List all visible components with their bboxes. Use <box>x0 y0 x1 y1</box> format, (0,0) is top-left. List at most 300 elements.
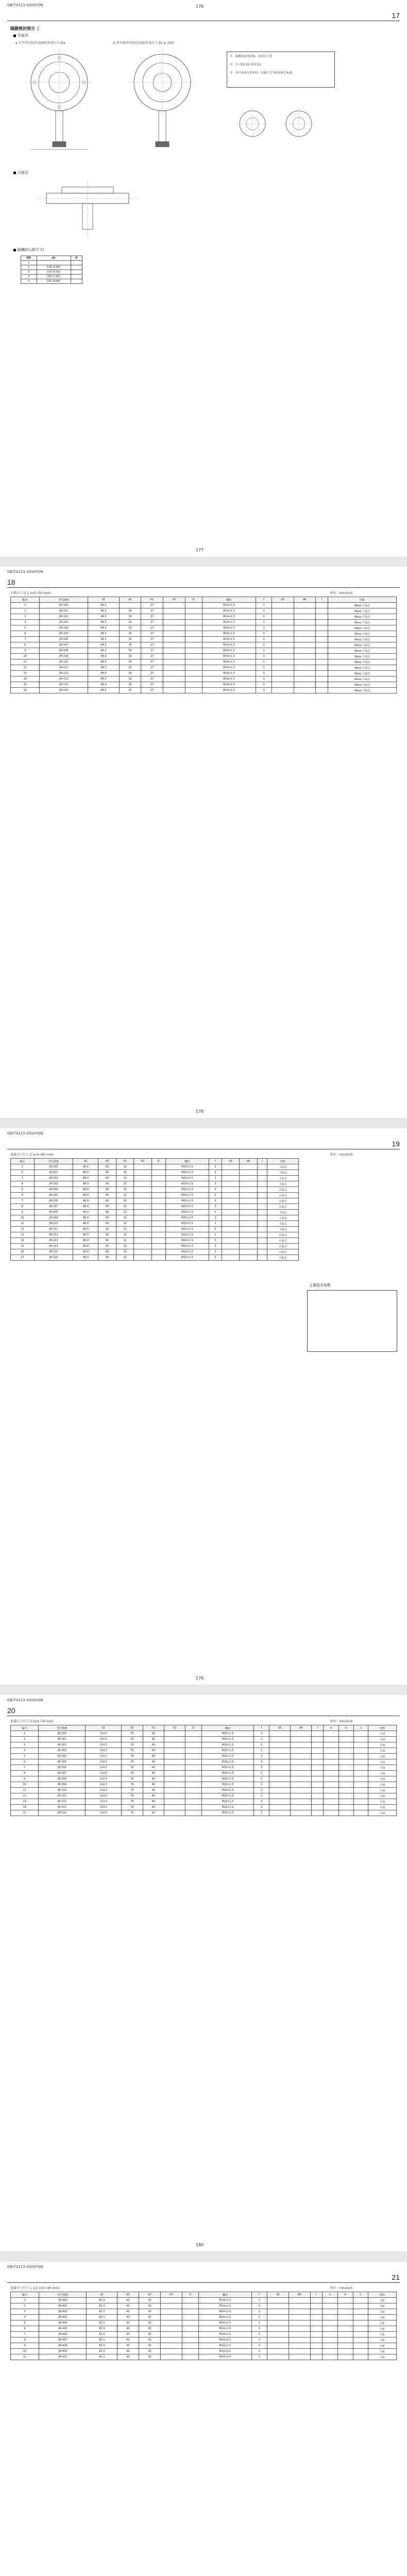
table-cell <box>324 1782 338 1788</box>
table-cell <box>267 2326 289 2332</box>
table-cell: 40 <box>117 2320 139 2326</box>
table-row <box>11 1782 397 1788</box>
table-cell: 8 <box>11 1204 35 1210</box>
table-cell <box>323 2343 338 2349</box>
table-cell: Metal 平面式 <box>328 614 397 620</box>
table-cell: 3 <box>209 1198 222 1204</box>
table-cell: 32 <box>116 1221 134 1227</box>
table-cell: 30 <box>119 642 141 648</box>
table-cell: 48.3 <box>88 614 120 620</box>
table-cell: 13 <box>11 1799 39 1805</box>
table-cell <box>289 2315 310 2320</box>
table-cell <box>316 665 328 671</box>
table-cell <box>240 1227 257 1232</box>
flat-diaphragm-drawing-right <box>118 46 206 160</box>
table-cell: 76 <box>122 1805 143 1810</box>
table-cell: 3 <box>11 1742 39 1748</box>
table-cell <box>289 2320 310 2326</box>
table-cell: 3 <box>256 676 272 682</box>
table-cell: M14×1.5 <box>202 688 256 693</box>
table-cell <box>290 1788 311 1793</box>
page-separator <box>0 1118 407 1128</box>
table-cell: 114.3 <box>86 1742 122 1748</box>
table-cell <box>312 1788 324 1793</box>
table-cell: 40 <box>117 2326 139 2332</box>
table-cell: 27 <box>141 659 163 665</box>
table-cell: 88.9 <box>73 1215 98 1221</box>
table-cell <box>272 642 294 648</box>
table-row <box>11 2303 397 2309</box>
table-cell: 平面式 <box>267 1176 299 1181</box>
table-cell: 3 <box>251 2309 267 2315</box>
table-cell <box>353 2315 368 2320</box>
col-header: l <box>316 597 328 603</box>
table-cell <box>294 665 316 671</box>
col-header: h1 <box>143 1725 164 1731</box>
table-cell: JM-108 <box>40 648 88 654</box>
table-cell: 16 <box>11 688 40 693</box>
table-row <box>11 1204 299 1210</box>
table-cell <box>310 2343 323 2349</box>
table-cell <box>312 1805 324 1810</box>
table-cell: 3 <box>256 631 272 637</box>
table-cell: 12 <box>11 665 40 671</box>
col-header: d1 <box>87 2292 117 2298</box>
table-cell <box>310 2309 323 2315</box>
table-cell: M20×1.5 <box>165 1210 209 1215</box>
table-cell <box>257 1227 267 1232</box>
table-cell: M20×1.5 <box>165 1193 209 1198</box>
table-cell <box>310 2349 323 2354</box>
table-cell <box>294 620 316 625</box>
table-cell <box>338 1805 354 1810</box>
table-header-row <box>11 1725 397 1731</box>
table-cell: 3 <box>209 1238 222 1244</box>
table-cell: 88.9 <box>73 1244 98 1249</box>
table-row <box>11 688 397 693</box>
table-cell <box>338 1799 354 1805</box>
table-cell <box>294 688 316 693</box>
table-cell <box>164 1759 185 1765</box>
table-cell <box>337 2303 353 2309</box>
table-row <box>11 620 397 625</box>
table-cell: Metal 凸面式 <box>328 631 397 637</box>
table-cell <box>290 1810 311 1816</box>
table-row <box>11 1210 299 1215</box>
table-cell <box>185 1782 202 1788</box>
table-cell: 凸面 <box>368 1782 397 1788</box>
table-cell: JM-314 <box>39 1810 86 1816</box>
table-cell: JM-213 <box>34 1238 73 1244</box>
table-cell <box>182 2354 199 2360</box>
table-cell <box>182 2326 199 2332</box>
table-row <box>11 659 397 665</box>
table-cell: M20×1.5 <box>165 1170 209 1176</box>
table-cell: 凸面式 <box>267 1193 299 1198</box>
table-row <box>11 608 397 614</box>
table-cell: 48.3 <box>88 665 120 671</box>
table-cell: JM-405 <box>39 2326 87 2332</box>
table-cell <box>134 1221 151 1227</box>
table-cell: 10 <box>11 2349 39 2354</box>
col-header: 编号 <box>11 2292 39 2298</box>
table-cell: 88.9 <box>73 1170 98 1176</box>
table-cell <box>222 1176 239 1181</box>
table-row <box>11 1244 299 1249</box>
table-row <box>11 625 397 631</box>
table-cell <box>151 1255 165 1261</box>
table-cell: 114.3 <box>86 1754 122 1759</box>
table-cell: 76 <box>122 1788 143 1793</box>
table-cell: M14×1.5 <box>202 603 256 608</box>
table-cell: 7 <box>11 637 40 642</box>
table-row: 2 100 (4.00) <box>21 265 82 270</box>
table-cell: 60 <box>98 1198 116 1204</box>
table-cell: M20×1.5 <box>165 1198 209 1204</box>
table-cell: JM-310 <box>39 1788 86 1793</box>
table-cell <box>290 1731 311 1737</box>
table-cell <box>290 1748 311 1754</box>
table-cell <box>267 2332 289 2337</box>
table-cell <box>182 2332 199 2337</box>
table-cell <box>222 1181 239 1187</box>
table-cell <box>290 1754 311 1759</box>
table-cell: JM-308 <box>39 1776 86 1782</box>
col-header: d4 <box>289 2292 310 2298</box>
table-cell <box>164 1765 185 1771</box>
table-cell: JM-402 <box>39 2309 87 2315</box>
table-cell: 凸面 <box>368 1759 397 1765</box>
table-cell: 3 <box>209 1244 222 1249</box>
table-cell: M20×1.5 <box>165 1181 209 1187</box>
table-cell: M20×1.5 <box>165 1238 209 1244</box>
table-cell: 3 <box>254 1765 269 1771</box>
table-cell: JM-300 <box>39 1731 86 1737</box>
table-cell: M14×1.5 <box>202 671 256 676</box>
table-cell: 48.3 <box>88 659 120 665</box>
table-row <box>11 2298 397 2303</box>
bullet-icon <box>13 35 16 37</box>
table-cell <box>312 1748 324 1754</box>
table-cell: 平面 <box>368 1799 397 1805</box>
table-cell: 5 <box>11 1187 35 1193</box>
table-cell <box>316 603 328 608</box>
table-cell <box>316 682 328 688</box>
page-separator <box>0 556 407 567</box>
table-cell <box>323 2315 338 2320</box>
table-cell <box>323 2303 338 2309</box>
table-cell <box>267 2320 289 2326</box>
table-cell <box>337 2320 353 2326</box>
table-cell: 32 <box>116 1181 134 1187</box>
side-title: 主要技术参数 <box>309 1283 331 1287</box>
table-cell <box>163 631 185 637</box>
col-header: d2 <box>117 2292 139 2298</box>
table-row <box>11 1170 299 1176</box>
table-cell: 30 <box>119 614 141 620</box>
table-cell <box>222 1238 239 1244</box>
spec-table-2inch <box>10 1158 299 1261</box>
col-header: l <box>310 2292 323 2298</box>
table-cell: 40 <box>143 1782 164 1788</box>
table-cell: 9 <box>11 2343 39 2349</box>
table-cell: 3 <box>256 603 272 608</box>
table-row <box>11 1238 299 1244</box>
table-cell <box>310 2332 323 2337</box>
table-cell: 3 <box>209 1255 222 1261</box>
table-cell <box>353 2320 368 2326</box>
table-cell <box>290 1776 311 1782</box>
table-cell: JM-212 <box>34 1232 73 1238</box>
col-header: d1 <box>37 256 71 261</box>
subsection-flat: 平面式 <box>13 33 28 38</box>
table-cell <box>269 1799 290 1805</box>
table-cell: 3 <box>254 1793 269 1799</box>
table-cell: 3 <box>209 1249 222 1255</box>
table-cell: 32 <box>116 1210 134 1215</box>
table-cell <box>337 2326 353 2332</box>
table-cell <box>240 1181 257 1187</box>
table-cell <box>151 1164 165 1170</box>
table-cell <box>316 659 328 665</box>
table-cell: 114.3 <box>86 1737 122 1742</box>
table-cell <box>310 2303 323 2309</box>
table-cell: Metal 平面式 <box>328 620 397 625</box>
caption-a1: a 主平冲压的/内表面的外径尺寸 D≥ <box>15 41 66 45</box>
table-cell: 2 <box>11 1170 35 1176</box>
table-cell: 32 <box>116 1215 134 1221</box>
table-cell: 7 <box>11 1198 35 1204</box>
table-cell: M20×1.5 <box>202 1748 254 1754</box>
table-cell: 60 <box>98 1244 116 1249</box>
table-row <box>11 2349 397 2354</box>
table-cell <box>272 671 294 676</box>
table-cell: 9 <box>11 648 40 654</box>
table-cell: M20×1.5 <box>202 1737 254 1742</box>
table-cell: 32 <box>116 1244 134 1249</box>
table-cell <box>289 2326 310 2332</box>
table-cell: M14×1.5 <box>199 2309 252 2315</box>
table-cell <box>354 1782 368 1788</box>
table-cell: 48.3 <box>88 676 120 682</box>
table-cell: 114.3 <box>86 1759 122 1765</box>
table-cell <box>222 1255 239 1261</box>
chapter-number: 19 <box>392 1140 400 1148</box>
table-cell: 88.9 <box>73 1238 98 1244</box>
table-cell: 27 <box>141 614 163 620</box>
col-header: D <box>71 256 82 261</box>
table-cell <box>151 1210 165 1215</box>
table-cell <box>222 1215 239 1221</box>
table-cell <box>267 2337 289 2343</box>
table-cell: 4 <box>11 1748 39 1754</box>
table-cell: 88.9 <box>73 1221 98 1227</box>
table-cell: 60 <box>98 1221 116 1227</box>
table-cell <box>160 2354 182 2360</box>
table-cell: 10 <box>11 654 40 659</box>
table-cell: 3 <box>256 671 272 676</box>
table-cell <box>267 2343 289 2349</box>
doc-id: GB/T4123-4304YON <box>7 1698 43 1702</box>
table-cell <box>310 2337 323 2343</box>
side-box <box>307 1290 397 1352</box>
col-header: DN <box>21 256 37 261</box>
table-row <box>11 1198 299 1204</box>
table-cell <box>272 648 294 654</box>
table-cell: 3 <box>254 1771 269 1776</box>
table-cell: JM-111 <box>40 665 88 671</box>
table-cell <box>316 631 328 637</box>
table-row <box>11 682 397 688</box>
col-header: h1 <box>116 1159 134 1164</box>
table-cell <box>185 682 202 688</box>
table-cell: 60 <box>98 1249 116 1255</box>
table-cell <box>164 1799 185 1805</box>
table-cell: 30 <box>119 676 141 682</box>
table-cell: 凸面 <box>368 1754 397 1759</box>
table-cell <box>294 631 316 637</box>
table-cell: 30 <box>119 620 141 625</box>
sizes-table <box>21 256 82 284</box>
table-cell <box>160 2320 182 2326</box>
table-cell: 30 <box>119 648 141 654</box>
table-row <box>11 1754 397 1759</box>
table-cell <box>289 2332 310 2337</box>
table-cell: 4 <box>11 1181 35 1187</box>
table-cell <box>354 1776 368 1782</box>
table-row <box>11 1731 397 1737</box>
col-header: h1 <box>139 2292 160 2298</box>
table-cell: JM-103 <box>40 620 88 625</box>
table-cell <box>338 1742 354 1748</box>
table-cell <box>151 1215 165 1221</box>
table-cell <box>182 2343 199 2349</box>
table-cell <box>354 1759 368 1765</box>
table-cell <box>151 1238 165 1244</box>
table-row <box>11 1810 397 1816</box>
table-cell <box>240 1221 257 1227</box>
table-cell <box>267 2349 289 2354</box>
table-cell: 40 <box>143 1737 164 1742</box>
table-cell: M14×1.5 <box>202 648 256 654</box>
table-cell <box>185 1742 202 1748</box>
table-cell: JM-210 <box>34 1221 73 1227</box>
table-cell <box>163 676 185 682</box>
table-cell: 10 <box>11 1782 39 1788</box>
table-row <box>11 1164 299 1170</box>
col-header: d4 <box>294 597 316 603</box>
table-cell <box>354 1771 368 1776</box>
table-cell <box>240 1198 257 1204</box>
table-cell <box>323 2349 338 2354</box>
table-cell <box>134 1255 151 1261</box>
table-cell <box>151 1232 165 1238</box>
table-cell: JM-209 <box>34 1215 73 1221</box>
table-row <box>11 1805 397 1810</box>
table-cell <box>289 2298 310 2303</box>
table-cell: JM-309 <box>39 1782 86 1788</box>
table-cell: JM-200 <box>34 1164 73 1170</box>
table-cell: 76 <box>122 1765 143 1771</box>
table-cell: 30 <box>119 659 141 665</box>
table-cell: M20×1.5 <box>202 1793 254 1799</box>
table-cell <box>269 1805 290 1810</box>
table-cell <box>338 1776 354 1782</box>
table-cell: M14×1.5 <box>202 659 256 665</box>
table-cell: 3 <box>251 2354 267 2360</box>
table-row: 4 200 (7.87) <box>21 275 82 279</box>
table-cell: 凸面式 <box>267 1204 299 1210</box>
col-header: 结构 <box>328 597 397 603</box>
table-cell <box>134 1215 151 1221</box>
col-header: 螺纹 <box>199 2292 252 2298</box>
table-cell: 6 <box>11 2326 39 2332</box>
table-cell: 114.3 <box>86 1748 122 1754</box>
table-cell: 48.3 <box>88 648 120 654</box>
table-cell: JM-304 <box>39 1754 86 1759</box>
table-cell: 30 <box>119 637 141 642</box>
table-cell <box>185 1765 202 1771</box>
table-cell: 11 <box>11 2354 39 2360</box>
table-cell <box>324 1759 338 1765</box>
table-cell <box>294 671 316 676</box>
table-cell <box>257 1193 267 1198</box>
table-cell <box>269 1742 290 1748</box>
table-cell: 114.3 <box>86 1788 122 1793</box>
table-cell: M14×1.5 <box>202 654 256 659</box>
table-cell <box>185 676 202 682</box>
table-cell: 40 <box>143 1748 164 1754</box>
table-cell: 40 <box>143 1788 164 1793</box>
table-cell: JM-104 <box>40 625 88 631</box>
table-cell: Metal 平面式 <box>328 608 397 614</box>
table-cell <box>185 642 202 648</box>
table-cell: M20×1.5 <box>165 1232 209 1238</box>
table-cell: JM-100 <box>40 603 88 608</box>
table-cell: 40 <box>117 2337 139 2343</box>
table-cell <box>257 1210 267 1215</box>
table-cell: 30 <box>139 2303 160 2309</box>
table-cell <box>185 1759 202 1765</box>
table-cell: 88.9 <box>73 1176 98 1181</box>
spec-table-3inch <box>10 1725 397 1816</box>
table-cell <box>267 2303 289 2309</box>
table-cell <box>294 608 316 614</box>
table-cell <box>337 2343 353 2349</box>
table-cell: M20×1.5 <box>202 1810 254 1816</box>
note-2: 注：尺寸D1 D2 参见表1 <box>230 63 261 66</box>
table-cell <box>151 1176 165 1181</box>
table-cell <box>164 1805 185 1810</box>
table-cell: 114.3 <box>86 1799 122 1805</box>
doc-id: GB/T4123-4304YON <box>7 3 43 7</box>
table-cell <box>316 688 328 693</box>
table-cell: M14×1.5 <box>202 682 256 688</box>
unit-label: 单位：mm/inch <box>330 2286 353 2290</box>
table-cell: 30 <box>139 2349 160 2354</box>
table-cell: 48.3 <box>88 642 120 648</box>
table-cell <box>160 2337 182 2343</box>
table-cell: JM-401 <box>39 2303 87 2309</box>
table-cell: 48.3 <box>88 608 120 614</box>
col-header: 型号规格 <box>39 1725 86 1731</box>
col-header: d3 <box>267 2292 289 2298</box>
table-row <box>11 1221 299 1227</box>
table-cell <box>354 1793 368 1799</box>
table-cell <box>164 1742 185 1748</box>
table-cell: 30 <box>119 654 141 659</box>
col-header: D <box>182 2292 199 2298</box>
